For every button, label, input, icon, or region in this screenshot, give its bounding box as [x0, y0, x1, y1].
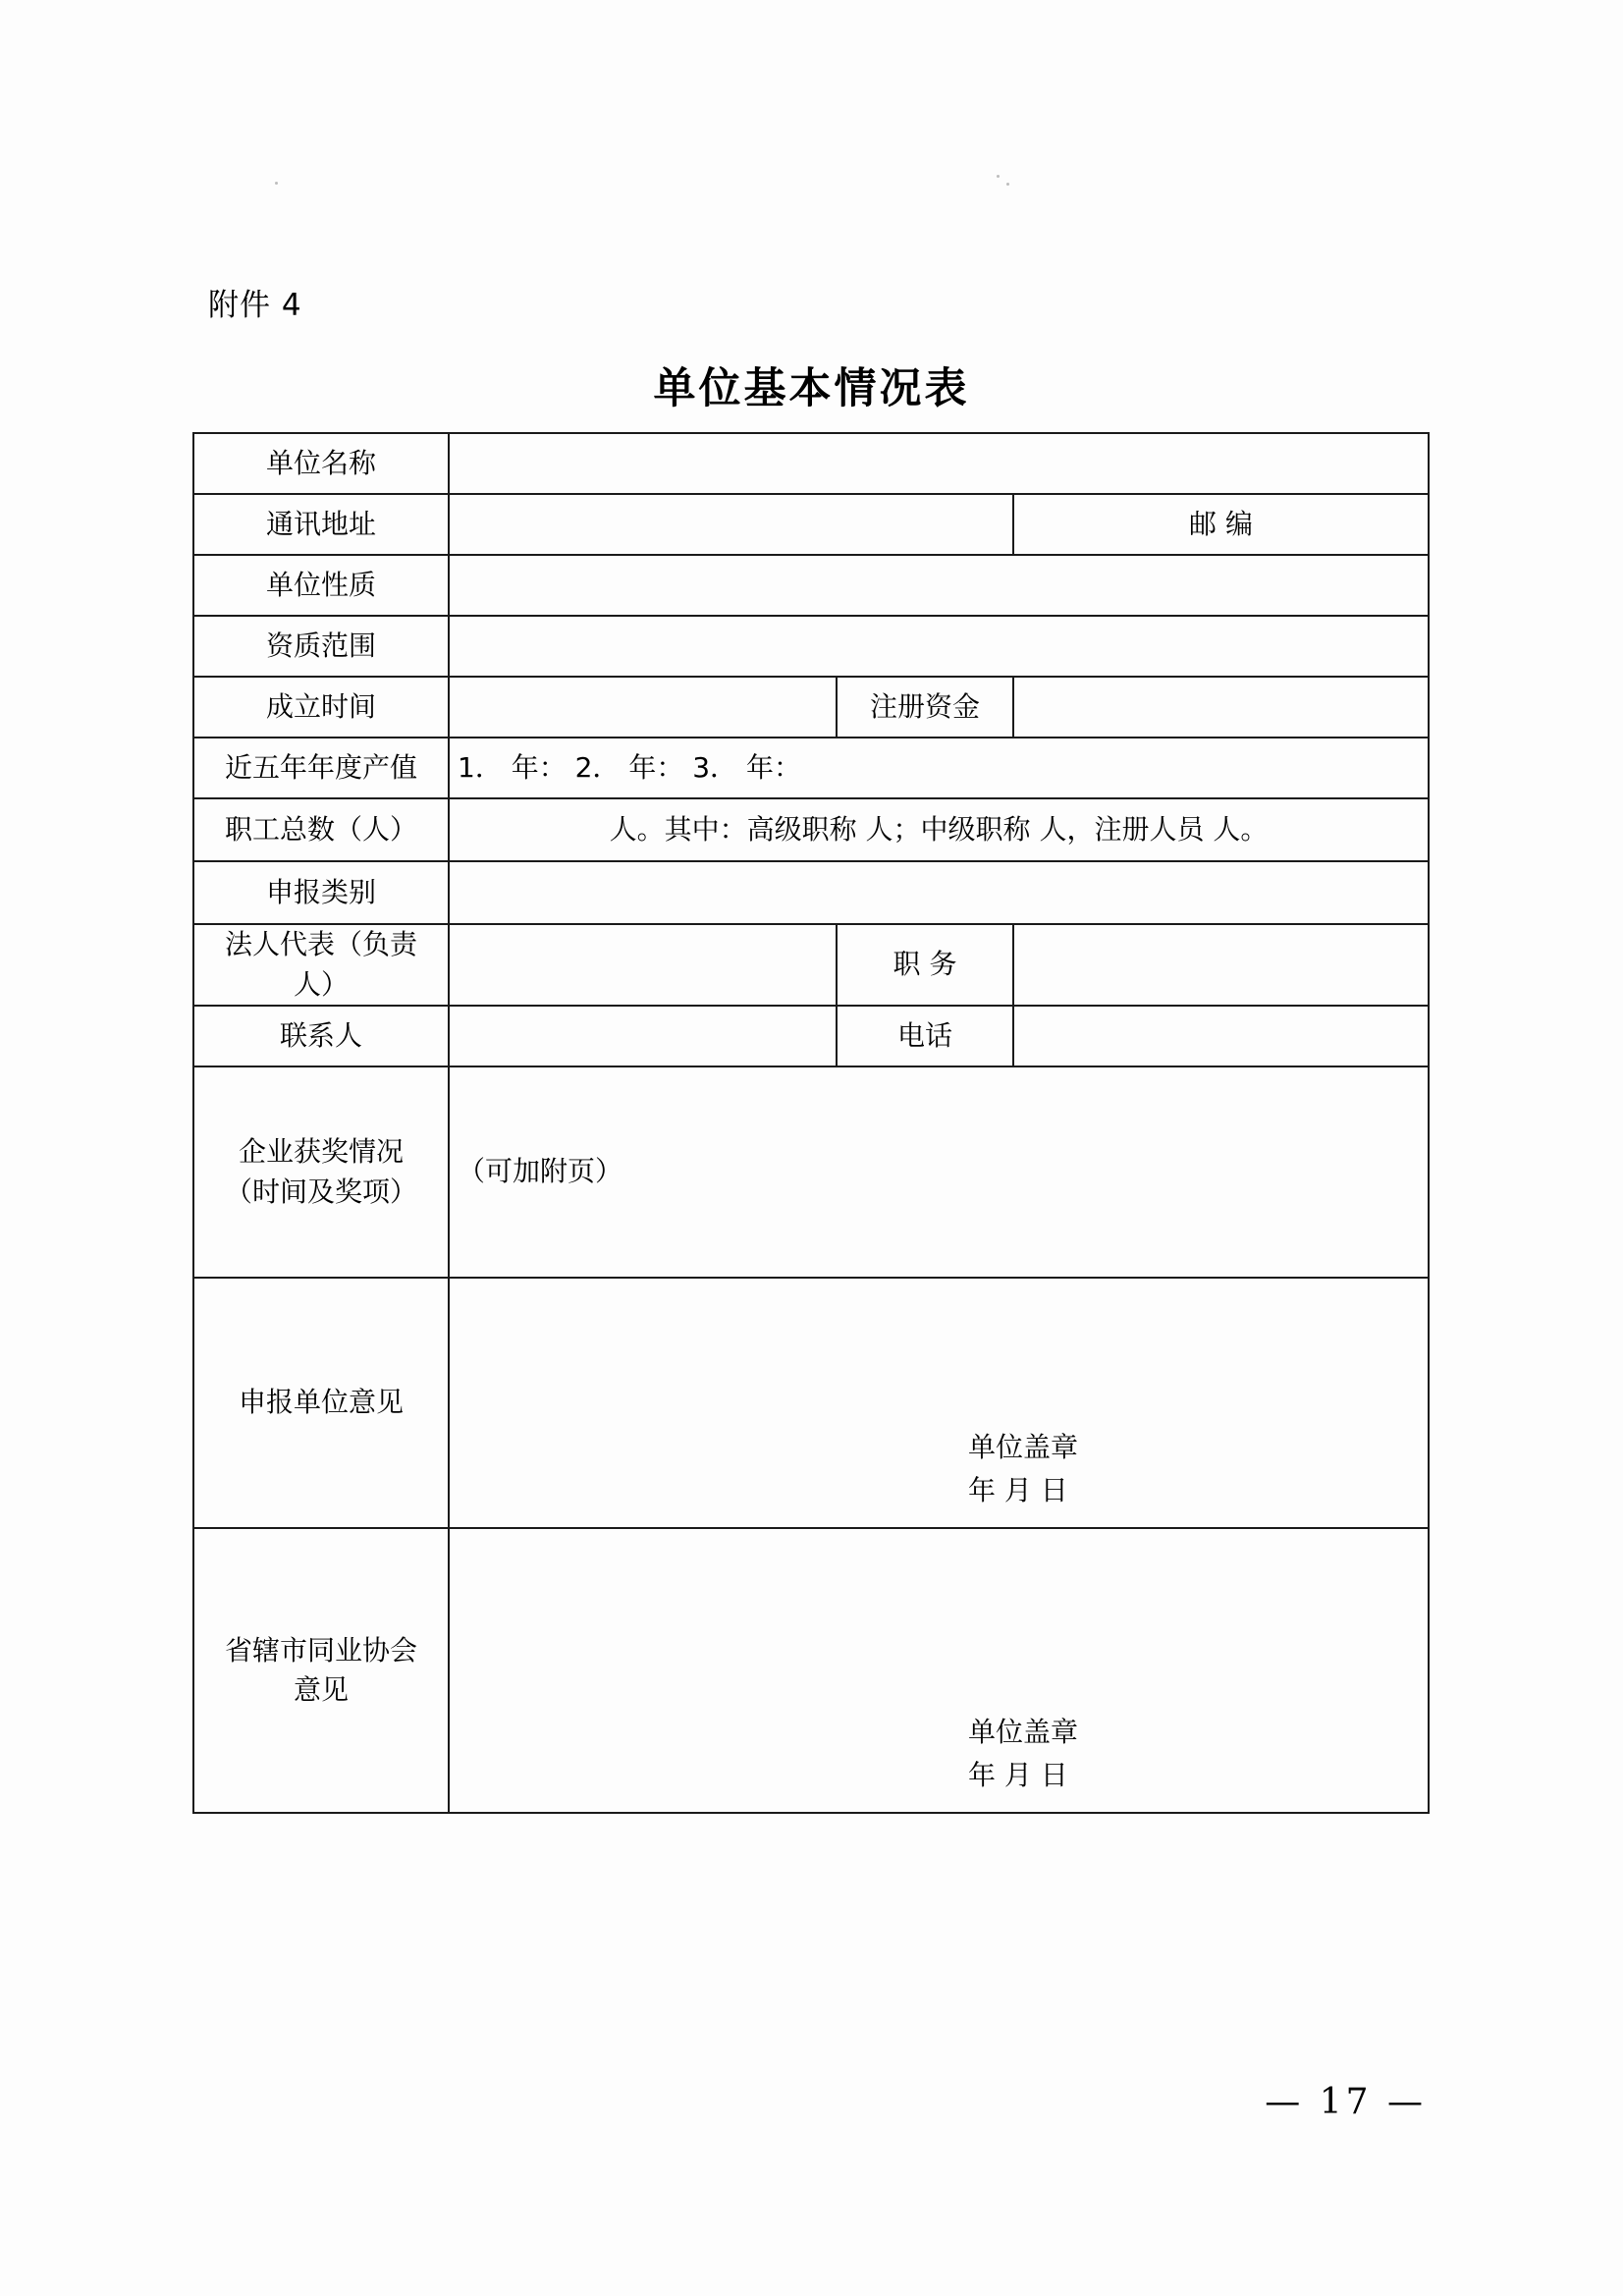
field-establish-time[interactable] — [449, 677, 837, 738]
label-address: 通讯地址 — [193, 494, 449, 555]
label-apply-category: 申报类别 — [193, 861, 449, 924]
table-row-applicant-opinion — [193, 1278, 1429, 1528]
applicant-seal-text: 单位盖章 — [968, 1430, 1079, 1463]
applicant-date-text: 年 月 日 — [968, 1474, 1068, 1507]
label-applicant-opinion: 申报单位意见 — [193, 1278, 449, 1528]
field-applicant-opinion[interactable] — [449, 1278, 1429, 1528]
label-legal-representative-line1: 法人代表（负责 — [224, 928, 417, 960]
label-contact: 联系人 — [193, 1006, 449, 1066]
label-awards — [193, 1066, 449, 1278]
label-establish-time: 成立时间 — [193, 677, 449, 738]
table-row-apply-category — [193, 861, 1429, 924]
association-seal-text: 单位盖章 — [968, 1715, 1079, 1748]
label-qualification-scope: 资质范围 — [193, 616, 449, 677]
field-apply-category[interactable] — [449, 861, 1429, 924]
page-number: — 17 — — [1265, 2082, 1427, 2122]
table-row-unit-nature — [193, 555, 1429, 616]
field-legal-representative[interactable] — [449, 924, 837, 1006]
applicant-seal-block — [458, 1426, 1420, 1514]
field-registered-capital[interactable] — [1013, 677, 1429, 738]
table-row-legal-representative — [193, 924, 1429, 1006]
field-association-opinion[interactable] — [449, 1528, 1429, 1813]
label-position: 职 务 — [837, 924, 1013, 1006]
label-registered-capital: 注册资金 — [837, 677, 1013, 738]
label-association-opinion — [193, 1528, 449, 1813]
label-association-opinion-line2: 意见 — [293, 1673, 349, 1707]
label-association-opinion-line1: 省辖市同业协会 — [224, 1633, 417, 1667]
scan-speck — [275, 182, 278, 185]
table-row-establish-time — [193, 677, 1429, 738]
label-postcode: 邮 编 — [1013, 494, 1429, 555]
table-row-awards — [193, 1066, 1429, 1278]
field-five-year-output[interactable]: 1． 年： 2． 年： 3． 年： — [449, 738, 1429, 798]
scan-speck — [1006, 183, 1009, 186]
scan-speck — [997, 175, 1000, 178]
label-unit-name: 单位名称 — [193, 433, 449, 494]
association-date-text: 年 月 日 — [968, 1759, 1068, 1792]
table-row-address — [193, 494, 1429, 555]
field-contact[interactable] — [449, 1006, 837, 1066]
table-row-qualification-scope — [193, 616, 1429, 677]
field-unit-name[interactable] — [449, 433, 1429, 494]
field-address[interactable] — [449, 494, 1013, 555]
label-phone: 电话 — [837, 1006, 1013, 1066]
field-awards[interactable] — [449, 1066, 1429, 1278]
awards-note: （可加附页） — [458, 1155, 623, 1188]
unit-basic-info-table — [192, 432, 1430, 1814]
attachment-label: 附件 4 — [208, 288, 302, 323]
label-awards-line1: 企业获奖情况 — [238, 1135, 404, 1169]
label-staff-total: 职工总数（人） — [193, 798, 449, 861]
field-staff-total[interactable]: 人。其中：高级职称 人；中级职称 人，注册人员 人。 — [449, 798, 1429, 861]
label-unit-nature: 单位性质 — [193, 555, 449, 616]
page-title: 单位基本情况表 — [653, 364, 970, 413]
field-qualification-scope[interactable] — [449, 616, 1429, 677]
field-phone[interactable] — [1013, 1006, 1429, 1066]
label-legal-representative-line2: 人） — [293, 967, 349, 1001]
table-row-association-opinion — [193, 1528, 1429, 1813]
label-awards-line2: （时间及奖项） — [224, 1175, 417, 1208]
table-row-staff-total — [193, 798, 1429, 861]
field-unit-nature[interactable] — [449, 555, 1429, 616]
field-position[interactable] — [1013, 924, 1429, 1006]
table-row-contact — [193, 1006, 1429, 1066]
table-row-five-year-output — [193, 738, 1429, 798]
table-row-unit-name — [193, 433, 1429, 494]
label-legal-representative — [193, 924, 449, 1006]
association-seal-block — [458, 1711, 1420, 1799]
label-five-year-output: 近五年年度产值 — [193, 738, 449, 798]
